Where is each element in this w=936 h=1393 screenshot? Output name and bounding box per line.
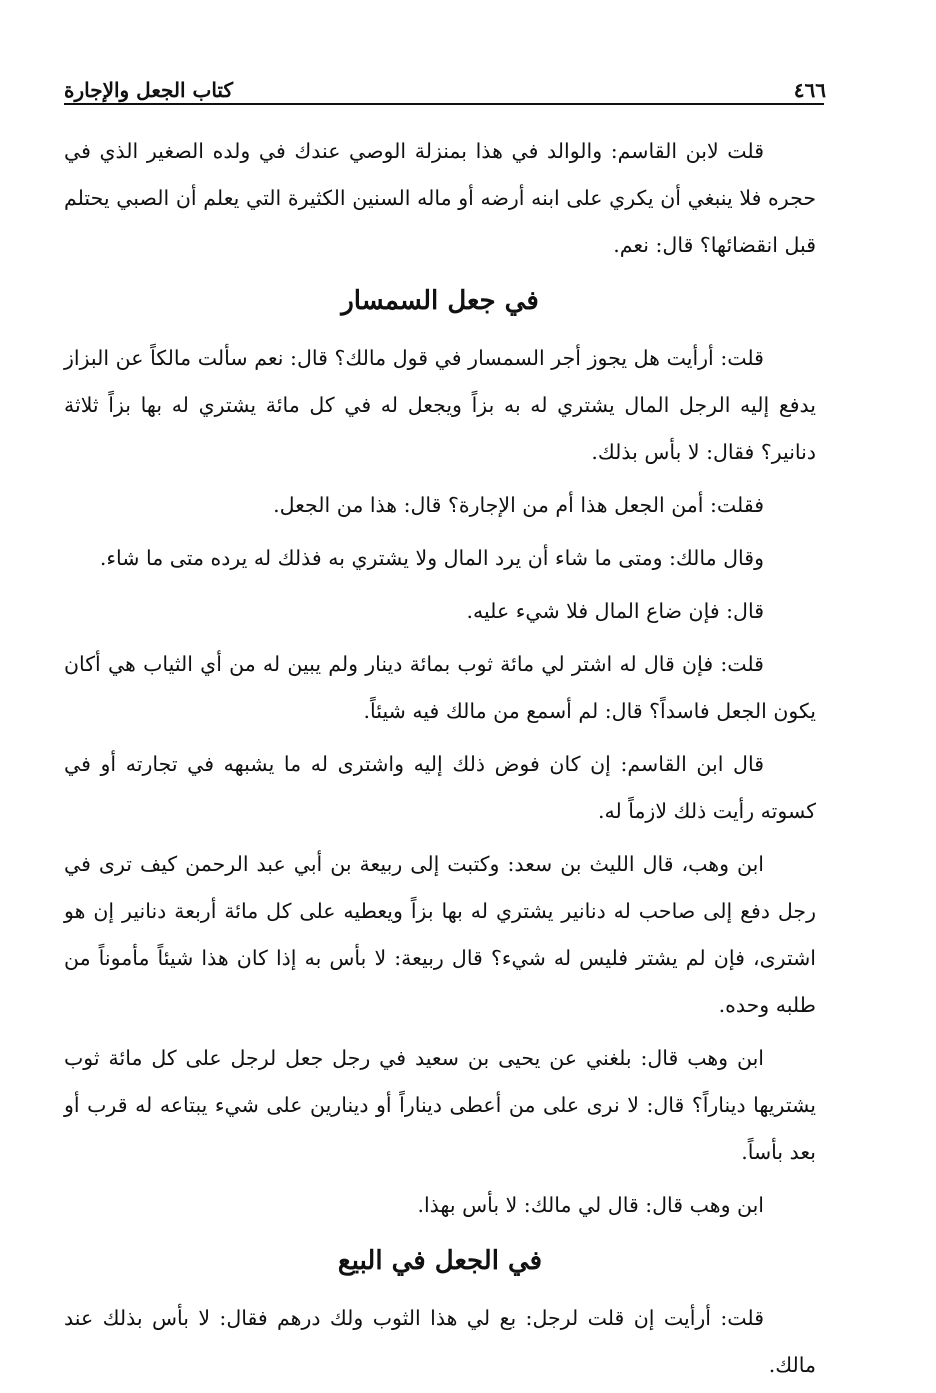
paragraph-8: ابن وهب، قال الليث بن سعد: وكتبت إلى ربيعة بن أبي عبد الرحمن كيف ترى في رجل دفع إلى صاحب له دنانير يشتري له بها بزاً ويعطيه على كل مائة أربعة دنانير إن هو اشترى، فإن لم يشتر فليس له شيء؟ قال ربيعة: لا بأس به إذا كان هذا شيئاً مأموناً من طلبه وحده. [64,852,816,1017]
page-body [64,128,816,1393]
book-title: كتاب الجعل والإجارة [64,78,233,102]
paragraph-6: قلت: فإن قال له اشتر لي مائة ثوب بمائة دينار ولم يبين له من أي الثياب هي أكان يكون الجعل فاسداً؟ قال: لم أسمع من مالك فيه شيئاً. [64,652,816,723]
header-divider [64,103,824,105]
running-header [64,66,826,102]
paragraph-11: قلت: أرأيت إن قلت لرجل: بع لي هذا الثوب ولك درهم فقال: لا بأس بذلك عند مالك. [64,1306,816,1377]
paragraph-7: قال ابن القاسم: إن كان فوض ذلك إليه واشترى له ما يشبهه في تجارته أو في كسوته رأيت ذلك لازماً له. [64,752,816,823]
section-heading-sale-fee: في الجعل في البيع [337,1246,543,1276]
paragraph-2: قلت: أرأيت هل يجوز أجر السمسار في قول مالك؟ قال: نعم سألت مالكاً عن البزاز يدفع إليه الرجل المال يشتري له به بزاً ويجعل له في كل مائة يشتري له بها بزاً ثلاثة دنانير؟ فقال: لا بأس بذلك. [64,346,816,464]
paragraph-9: ابن وهب قال: بلغني عن يحيى بن سعيد في رجل جعل لرجل على كل مائة ثوب يشتريها ديناراً؟ قال: لا نرى على من أعطى ديناراً أو دينارين على شيء يبتاعه له قرب أو بعد بأساً. [64,1046,816,1164]
paragraph-10: ابن وهب قال: قال لي مالك: لا بأس بهذا. [417,1193,764,1217]
paragraph-3: فقلت: أمن الجعل هذا أم من الإجارة؟ قال: هذا من الجعل. [273,493,764,517]
section-heading-broker-fee: في جعل السمسار [341,286,539,316]
page-number: ٤٦٦ [793,78,826,102]
paragraph-4: وقال مالك: ومتى ما شاء أن يرد المال ولا يشتري به فذلك له يرده متى ما شاء. [99,546,764,570]
paragraph-1: قلت لابن القاسم: والوالد في هذا بمنزلة الوصي عندك في ولده الصغير الذي في حجره فلا ينبغي أن يكري على ابنه أرضه أو ماله السنين الكثيرة التي يعلم أن الصبي يحتلم قبل انقضائها؟ قال: نعم. [64,139,816,257]
paragraph-5: قال: فإن ضاع المال فلا شيء عليه. [466,599,764,623]
